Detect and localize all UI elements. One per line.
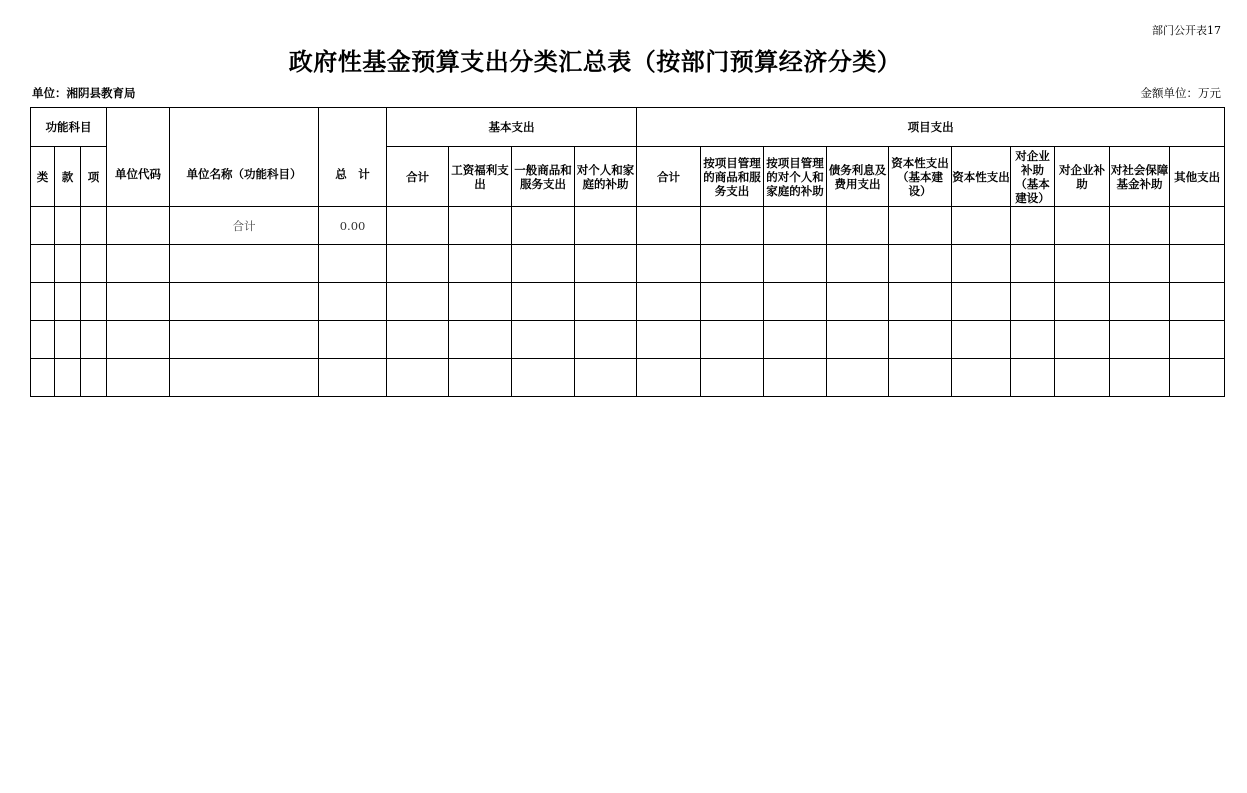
header-project-household-subsidy: 按项目管理的对个人和家庭的补助 bbox=[764, 147, 827, 207]
header-project-capital-construction: 资本性支出（基本建设） bbox=[889, 147, 952, 207]
header-basic-group: 基本支出 bbox=[387, 108, 637, 147]
table-cell bbox=[55, 283, 81, 321]
table-cell bbox=[55, 359, 81, 397]
table-cell bbox=[1170, 283, 1225, 321]
table-cell bbox=[55, 321, 81, 359]
header-project-other: 其他支出 bbox=[1170, 147, 1225, 207]
table-cell bbox=[1110, 245, 1170, 283]
table-cell bbox=[31, 245, 55, 283]
row-total: 0.00 bbox=[319, 207, 387, 245]
table-cell bbox=[1011, 207, 1055, 245]
table-cell bbox=[31, 207, 55, 245]
table-cell bbox=[952, 321, 1011, 359]
table-cell bbox=[55, 207, 81, 245]
table-cell bbox=[55, 245, 81, 283]
table-cell bbox=[449, 321, 512, 359]
table-cell bbox=[1170, 321, 1225, 359]
table-cell bbox=[701, 321, 764, 359]
page-title: 政府性基金预算支出分类汇总表（按部门预算经济分类） bbox=[288, 47, 902, 76]
header-xiang: 项 bbox=[81, 147, 107, 207]
table-cell bbox=[107, 245, 170, 283]
table-cell bbox=[1170, 359, 1225, 397]
table-cell bbox=[764, 283, 827, 321]
table-cell bbox=[1055, 359, 1110, 397]
table-cell bbox=[637, 245, 701, 283]
table-cell bbox=[387, 359, 449, 397]
header-project-group: 项目支出 bbox=[637, 108, 1225, 147]
table-cell bbox=[889, 283, 952, 321]
table-cell bbox=[1170, 245, 1225, 283]
table-cell bbox=[107, 321, 170, 359]
table-cell bbox=[1110, 321, 1170, 359]
table-cell bbox=[827, 321, 889, 359]
header-kuan: 款 bbox=[55, 147, 81, 207]
table-row bbox=[31, 283, 1225, 321]
header-unit-code-text: 单位代码 bbox=[115, 167, 162, 181]
table-cell bbox=[512, 245, 575, 283]
table-cell bbox=[81, 321, 107, 359]
table-cell bbox=[637, 359, 701, 397]
row-unit-name: 合计 bbox=[170, 207, 319, 245]
table-cell bbox=[575, 245, 637, 283]
row-total bbox=[319, 359, 387, 397]
table-cell bbox=[1170, 207, 1225, 245]
table-row bbox=[31, 207, 1225, 245]
amount-unit-label: 金额单位：万元 bbox=[1140, 86, 1221, 100]
table-cell bbox=[889, 207, 952, 245]
table-cell bbox=[449, 245, 512, 283]
header-project-goods-services: 按项目管理的商品和服务支出 bbox=[701, 147, 764, 207]
table-cell bbox=[512, 359, 575, 397]
table-cell bbox=[952, 359, 1011, 397]
header-project-social-security: 对社会保障基金补助 bbox=[1110, 147, 1170, 207]
table-cell bbox=[31, 283, 55, 321]
row-total bbox=[319, 321, 387, 359]
table-cell bbox=[889, 359, 952, 397]
header-total-text: 总 计 bbox=[335, 167, 370, 181]
table-cell bbox=[764, 359, 827, 397]
table-cell bbox=[701, 245, 764, 283]
header-basic-wages: 工资福利支出 bbox=[449, 147, 512, 207]
table-cell bbox=[764, 321, 827, 359]
table-cell bbox=[764, 245, 827, 283]
row-unit-name bbox=[170, 359, 319, 397]
row-total bbox=[319, 245, 387, 283]
table-cell bbox=[449, 207, 512, 245]
table-cell bbox=[81, 359, 107, 397]
table-cell bbox=[31, 321, 55, 359]
header-unit-name-text: 单位名称（功能科目） bbox=[186, 167, 302, 181]
row-unit-name bbox=[170, 321, 319, 359]
table-cell bbox=[387, 283, 449, 321]
table-cell bbox=[827, 359, 889, 397]
table-cell bbox=[701, 283, 764, 321]
table-cell bbox=[889, 245, 952, 283]
table-cell bbox=[512, 321, 575, 359]
table-cell bbox=[575, 283, 637, 321]
table-cell bbox=[889, 321, 952, 359]
table-cell bbox=[449, 283, 512, 321]
header-project-enterprise-construction: 对企业补助（基本建设） bbox=[1011, 147, 1055, 207]
table-cell bbox=[387, 245, 449, 283]
table-cell bbox=[107, 283, 170, 321]
table-cell bbox=[387, 321, 449, 359]
table-cell bbox=[827, 207, 889, 245]
header-basic-goods-services: 一般商品和服务支出 bbox=[512, 147, 575, 207]
table-cell bbox=[81, 207, 107, 245]
table-cell bbox=[1011, 245, 1055, 283]
table-cell bbox=[1011, 283, 1055, 321]
header-func-subject: 功能科目 bbox=[31, 108, 107, 147]
table-cell bbox=[1011, 359, 1055, 397]
row-unit-name bbox=[170, 283, 319, 321]
table-row bbox=[31, 321, 1225, 359]
table-cell bbox=[107, 207, 170, 245]
table-cell bbox=[701, 359, 764, 397]
header-basic-household-subsidy: 对个人和家庭的补助 bbox=[575, 147, 637, 207]
header-project-total: 合计 bbox=[637, 147, 701, 207]
table-cell bbox=[637, 321, 701, 359]
table-cell bbox=[952, 245, 1011, 283]
table-cell bbox=[827, 283, 889, 321]
header-unit-code bbox=[107, 108, 170, 207]
table-cell bbox=[827, 245, 889, 283]
table-cell bbox=[575, 207, 637, 245]
table-cell bbox=[107, 359, 170, 397]
table-cell bbox=[31, 359, 55, 397]
table-cell bbox=[512, 283, 575, 321]
header-project-debt-interest: 债务利息及费用支出 bbox=[827, 147, 889, 207]
table-cell bbox=[637, 283, 701, 321]
row-total bbox=[319, 283, 387, 321]
table-cell bbox=[1110, 283, 1170, 321]
row-unit-name bbox=[170, 245, 319, 283]
table-cell bbox=[1055, 207, 1110, 245]
table-cell bbox=[637, 207, 701, 245]
header-project-enterprise-subsidy: 对企业补助 bbox=[1055, 147, 1110, 207]
table-cell bbox=[575, 359, 637, 397]
header-project-capital: 资本性支出 bbox=[952, 147, 1011, 207]
budget-table bbox=[30, 107, 1225, 397]
header-total bbox=[319, 108, 387, 207]
table-cell bbox=[1055, 245, 1110, 283]
table-cell bbox=[952, 207, 1011, 245]
header-lei: 类 bbox=[31, 147, 55, 207]
table-cell bbox=[701, 207, 764, 245]
table-row bbox=[31, 245, 1225, 283]
unit-label: 单位：湘阴县教育局 bbox=[32, 86, 136, 100]
table-body bbox=[31, 207, 1225, 397]
table-cell bbox=[952, 283, 1011, 321]
page-tag: 部门公开表17 bbox=[1152, 24, 1221, 37]
table-cell bbox=[1110, 207, 1170, 245]
table-cell bbox=[764, 207, 827, 245]
table-cell bbox=[387, 207, 449, 245]
table-row bbox=[31, 359, 1225, 397]
header-unit-name bbox=[170, 108, 319, 207]
table-cell bbox=[1055, 283, 1110, 321]
table-cell bbox=[449, 359, 512, 397]
table-cell bbox=[512, 207, 575, 245]
table-cell bbox=[1011, 321, 1055, 359]
table-cell bbox=[575, 321, 637, 359]
header-basic-total: 合计 bbox=[387, 147, 449, 207]
table-cell bbox=[1110, 359, 1170, 397]
table-cell bbox=[81, 245, 107, 283]
table-cell bbox=[81, 283, 107, 321]
table-cell bbox=[1055, 321, 1110, 359]
